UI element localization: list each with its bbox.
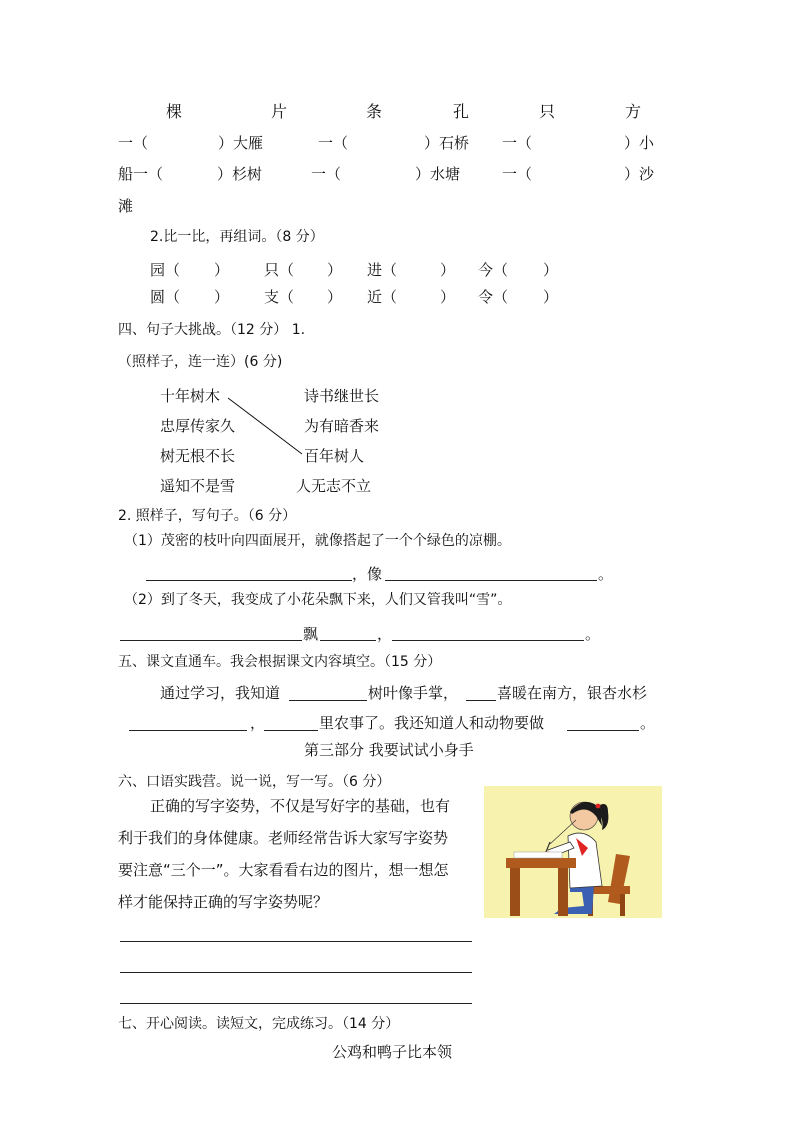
fill-close: ）大雁 xyxy=(218,134,264,152)
blank-connector: ， xyxy=(377,625,393,643)
section-4-sub2: 2. 照样子，写句子。（6 分） xyxy=(118,508,297,524)
example-sentence-1: （1）茂密的枝叶向四面展开，就像搭起了一个个绿色的凉棚。 xyxy=(124,533,511,549)
compare-close: ） xyxy=(543,288,559,306)
fill-close: ）水塘 xyxy=(415,165,461,183)
part-3-title: 第三部分 我要试试小身手 xyxy=(304,741,474,759)
blank-end: 。 xyxy=(640,714,656,732)
measure-word: 片 xyxy=(271,102,288,121)
match-left-item[interactable]: 忠厚传家久 xyxy=(160,417,236,435)
match-right-item[interactable]: 为有暗香来 xyxy=(304,417,380,435)
fill-open: 一（ xyxy=(502,165,533,183)
answer-blank[interactable] xyxy=(146,580,352,581)
section-6-text: 样才能保持正确的写字姿势呢？ xyxy=(118,893,329,911)
match-right-item[interactable]: 百年树人 xyxy=(304,447,365,465)
compare-title: 2.比一比，再组词。（8 分） xyxy=(150,229,324,245)
writing-posture-illustration xyxy=(484,786,662,918)
answer-blank[interactable] xyxy=(129,730,247,731)
measure-word: 棵 xyxy=(166,102,183,121)
section-4-sub1: （照样子，连一连）(6 分) xyxy=(118,354,283,370)
compare-close: ） xyxy=(214,261,230,279)
fill-open: 船一（ xyxy=(118,165,164,183)
example-sentence-2: （2）到了冬天，我变成了小花朵飘下来，人们又管我叫“雪”。 xyxy=(124,592,512,608)
story-title: 公鸡和鸭子比本领 xyxy=(332,1043,453,1061)
answer-blank[interactable] xyxy=(289,700,367,701)
match-left-item[interactable]: 遥知不是雪 xyxy=(160,477,236,495)
answer-blank[interactable] xyxy=(567,730,639,731)
fill-close: ）杉树 xyxy=(217,165,263,183)
fill-open: 一（ xyxy=(118,134,149,152)
match-right-item[interactable]: 人无志不立 xyxy=(296,477,372,495)
section-6-text: 要注意“三个一”。大家看看右边的图片，想一想怎 xyxy=(118,861,449,879)
blank-end: 。 xyxy=(585,625,601,643)
fill-text: 通过学习，我知道 xyxy=(160,684,281,702)
compare-char: 支（ xyxy=(264,288,295,306)
fill-row-3: 滩 xyxy=(118,197,134,215)
compare-close: ） xyxy=(440,288,456,306)
section-6-title: 六、口语实践营。说一说，写一写。（6 分） xyxy=(118,774,391,790)
fill-open: 一（ xyxy=(311,165,342,183)
compare-char: 令（ xyxy=(478,288,509,306)
compare-char: 园（ xyxy=(150,261,181,279)
answer-blank[interactable] xyxy=(392,640,584,641)
measure-word: 条 xyxy=(366,102,383,121)
fill-close: ）沙 xyxy=(624,165,655,183)
compare-char: 只（ xyxy=(264,261,295,279)
blank-connector: 飘 xyxy=(303,625,319,643)
fill-text: 喜暖在南方，银杏水杉 xyxy=(497,684,648,702)
fill-punct: ， xyxy=(250,714,266,732)
section-6-text: 正确的写字姿势，不仅是写好字的基础，也有 xyxy=(150,797,451,815)
answer-line[interactable] xyxy=(120,941,472,942)
blank-end: 。 xyxy=(598,565,614,583)
compare-close: ） xyxy=(440,261,456,279)
measure-word: 只 xyxy=(539,102,556,121)
fill-open: 一（ xyxy=(318,134,349,152)
compare-char: 进（ xyxy=(367,261,398,279)
answer-blank[interactable] xyxy=(466,700,496,701)
section-6-text: 利于我们的身体健康。老师经常告诉大家写字姿势 xyxy=(118,829,449,847)
compare-close: ） xyxy=(214,288,230,306)
answer-blank[interactable] xyxy=(264,730,318,731)
answer-blank[interactable] xyxy=(320,640,376,641)
match-left-item[interactable]: 十年树木 xyxy=(160,387,221,405)
measure-word: 方 xyxy=(625,102,642,121)
compare-char: 圆（ xyxy=(150,288,181,306)
compare-close: ） xyxy=(327,288,343,306)
answer-line[interactable] xyxy=(120,972,472,973)
section-5-title: 五、课文直通车。我会根据课文内容填空。（15 分） xyxy=(118,654,442,670)
blank-connector: ，像 xyxy=(352,565,383,583)
fill-open: 一（ xyxy=(502,134,533,152)
compare-close: ） xyxy=(543,261,559,279)
fill-text: 里农事了。我还知道人和动物要做 xyxy=(319,714,545,732)
compare-char: 今（ xyxy=(478,261,509,279)
answer-blank[interactable] xyxy=(385,580,597,581)
answer-blank[interactable] xyxy=(120,640,302,641)
match-left-item[interactable]: 树无根不长 xyxy=(160,447,236,465)
fill-close: ）小 xyxy=(624,134,655,152)
answer-line[interactable] xyxy=(120,1003,472,1004)
compare-close: ） xyxy=(327,261,343,279)
measure-word: 孔 xyxy=(453,102,470,121)
section-4-title: 四、句子大挑战。（12 分） 1. xyxy=(118,322,306,338)
fill-close: ）石桥 xyxy=(424,134,470,152)
section-7-title: 七、开心阅读。读短文，完成练习。（14 分） xyxy=(118,1016,400,1032)
fill-text: 树叶像手掌， xyxy=(368,684,459,702)
match-right-item[interactable]: 诗书继世长 xyxy=(304,387,380,405)
compare-char: 近（ xyxy=(367,288,398,306)
